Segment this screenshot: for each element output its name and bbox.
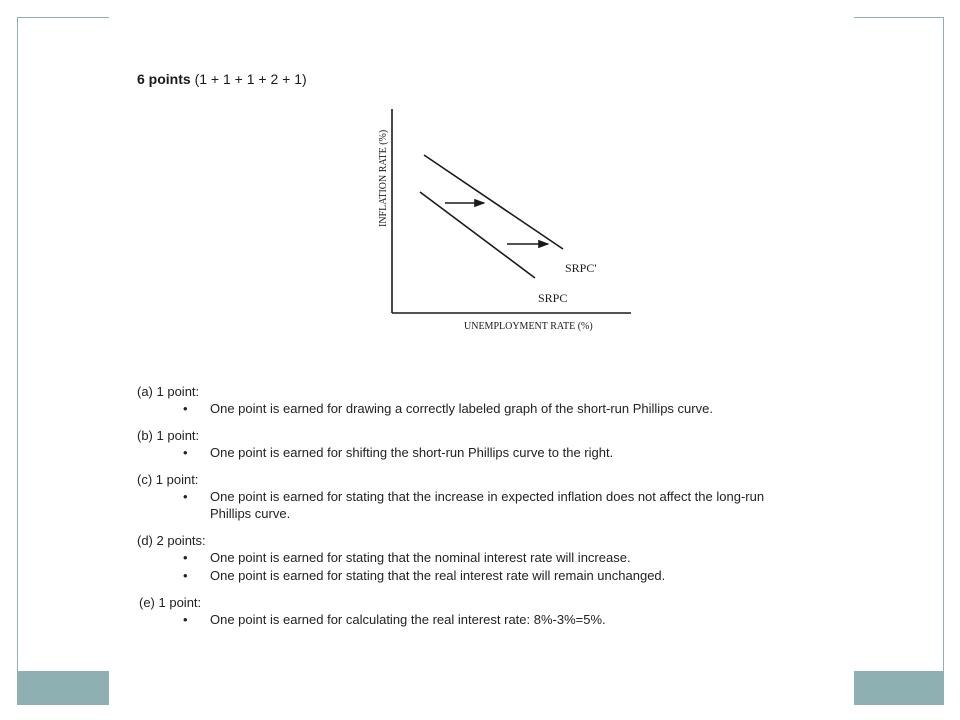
footer-band-right: [854, 671, 944, 705]
bullet-item: [183, 488, 770, 522]
bullet-dot: •: [183, 401, 188, 416]
bullet-item: [183, 549, 827, 566]
bullet-list: [137, 549, 827, 584]
rubric-part-d: [137, 532, 827, 584]
bullet-dot: •: [183, 445, 188, 460]
x-axis-label: UNEMPLOYMENT RATE (%): [464, 321, 593, 332]
frame-line-left: [17, 17, 18, 671]
bullet-dot: •: [183, 489, 188, 504]
frame-line-top-right: [854, 17, 944, 18]
scoring-document: [109, 17, 854, 705]
frame-line-right: [943, 17, 944, 671]
frame-line-top-left: [17, 17, 109, 18]
bullet-text: One point is earned for stating that the increase in expected inflation does not affect the long-run Phillips curve.: [210, 489, 765, 521]
bullet-item: [183, 444, 827, 461]
points-breakdown: (1 + 1 + 1 + 2 + 1): [194, 71, 307, 87]
bullet-list: [137, 444, 827, 461]
bullet-text: One point is earned for shifting the short-run Phillips curve to the right.: [210, 445, 614, 460]
rubric-part-b: [137, 427, 827, 461]
bullet-list: [137, 488, 827, 522]
bullet-item: [183, 611, 827, 628]
bullet-text: One point is earned for stating that the nominal interest rate will increase.: [210, 550, 631, 565]
points-total: 6 points: [137, 71, 191, 87]
srpc-original-label: SRPC: [538, 291, 568, 305]
bullet-dot: •: [183, 568, 188, 583]
bullet-dot: •: [183, 612, 188, 627]
rubric-part-e: [137, 594, 827, 628]
bullet-item: [183, 400, 827, 417]
footer-band-left: [17, 671, 109, 705]
bullet-text: One point is earned for stating that the real interest rate will remain unchanged.: [210, 568, 666, 583]
y-axis-label: INFLATION RATE (%): [378, 129, 389, 227]
rubric-part-c: [137, 471, 827, 522]
points-heading: [137, 71, 307, 87]
srpc-original-curve: [420, 192, 535, 278]
part-label: (e) 1 point:: [139, 595, 202, 610]
part-label: (d) 2 points:: [137, 533, 206, 548]
bullet-list: [139, 611, 827, 628]
srpc-shifted-label: SRPC': [565, 261, 597, 275]
rubric-sections: [137, 383, 827, 638]
bullet-dot: •: [183, 550, 188, 565]
srpc-shifted-curve: [424, 155, 563, 249]
bullet-text: One point is earned for drawing a correctly labeled graph of the short-run Phillips curve.: [210, 401, 713, 416]
bullet-text: One point is earned for calculating the real interest rate: 8%-3%=5%.: [210, 612, 606, 627]
bullet-item: [183, 567, 827, 584]
rubric-part-a: [137, 383, 827, 417]
part-label: (b) 1 point:: [137, 428, 200, 443]
part-label: (c) 1 point:: [137, 472, 199, 487]
bullet-list: [137, 400, 827, 417]
phillips-curve-graph: [371, 99, 651, 349]
part-label: (a) 1 point:: [137, 384, 200, 399]
